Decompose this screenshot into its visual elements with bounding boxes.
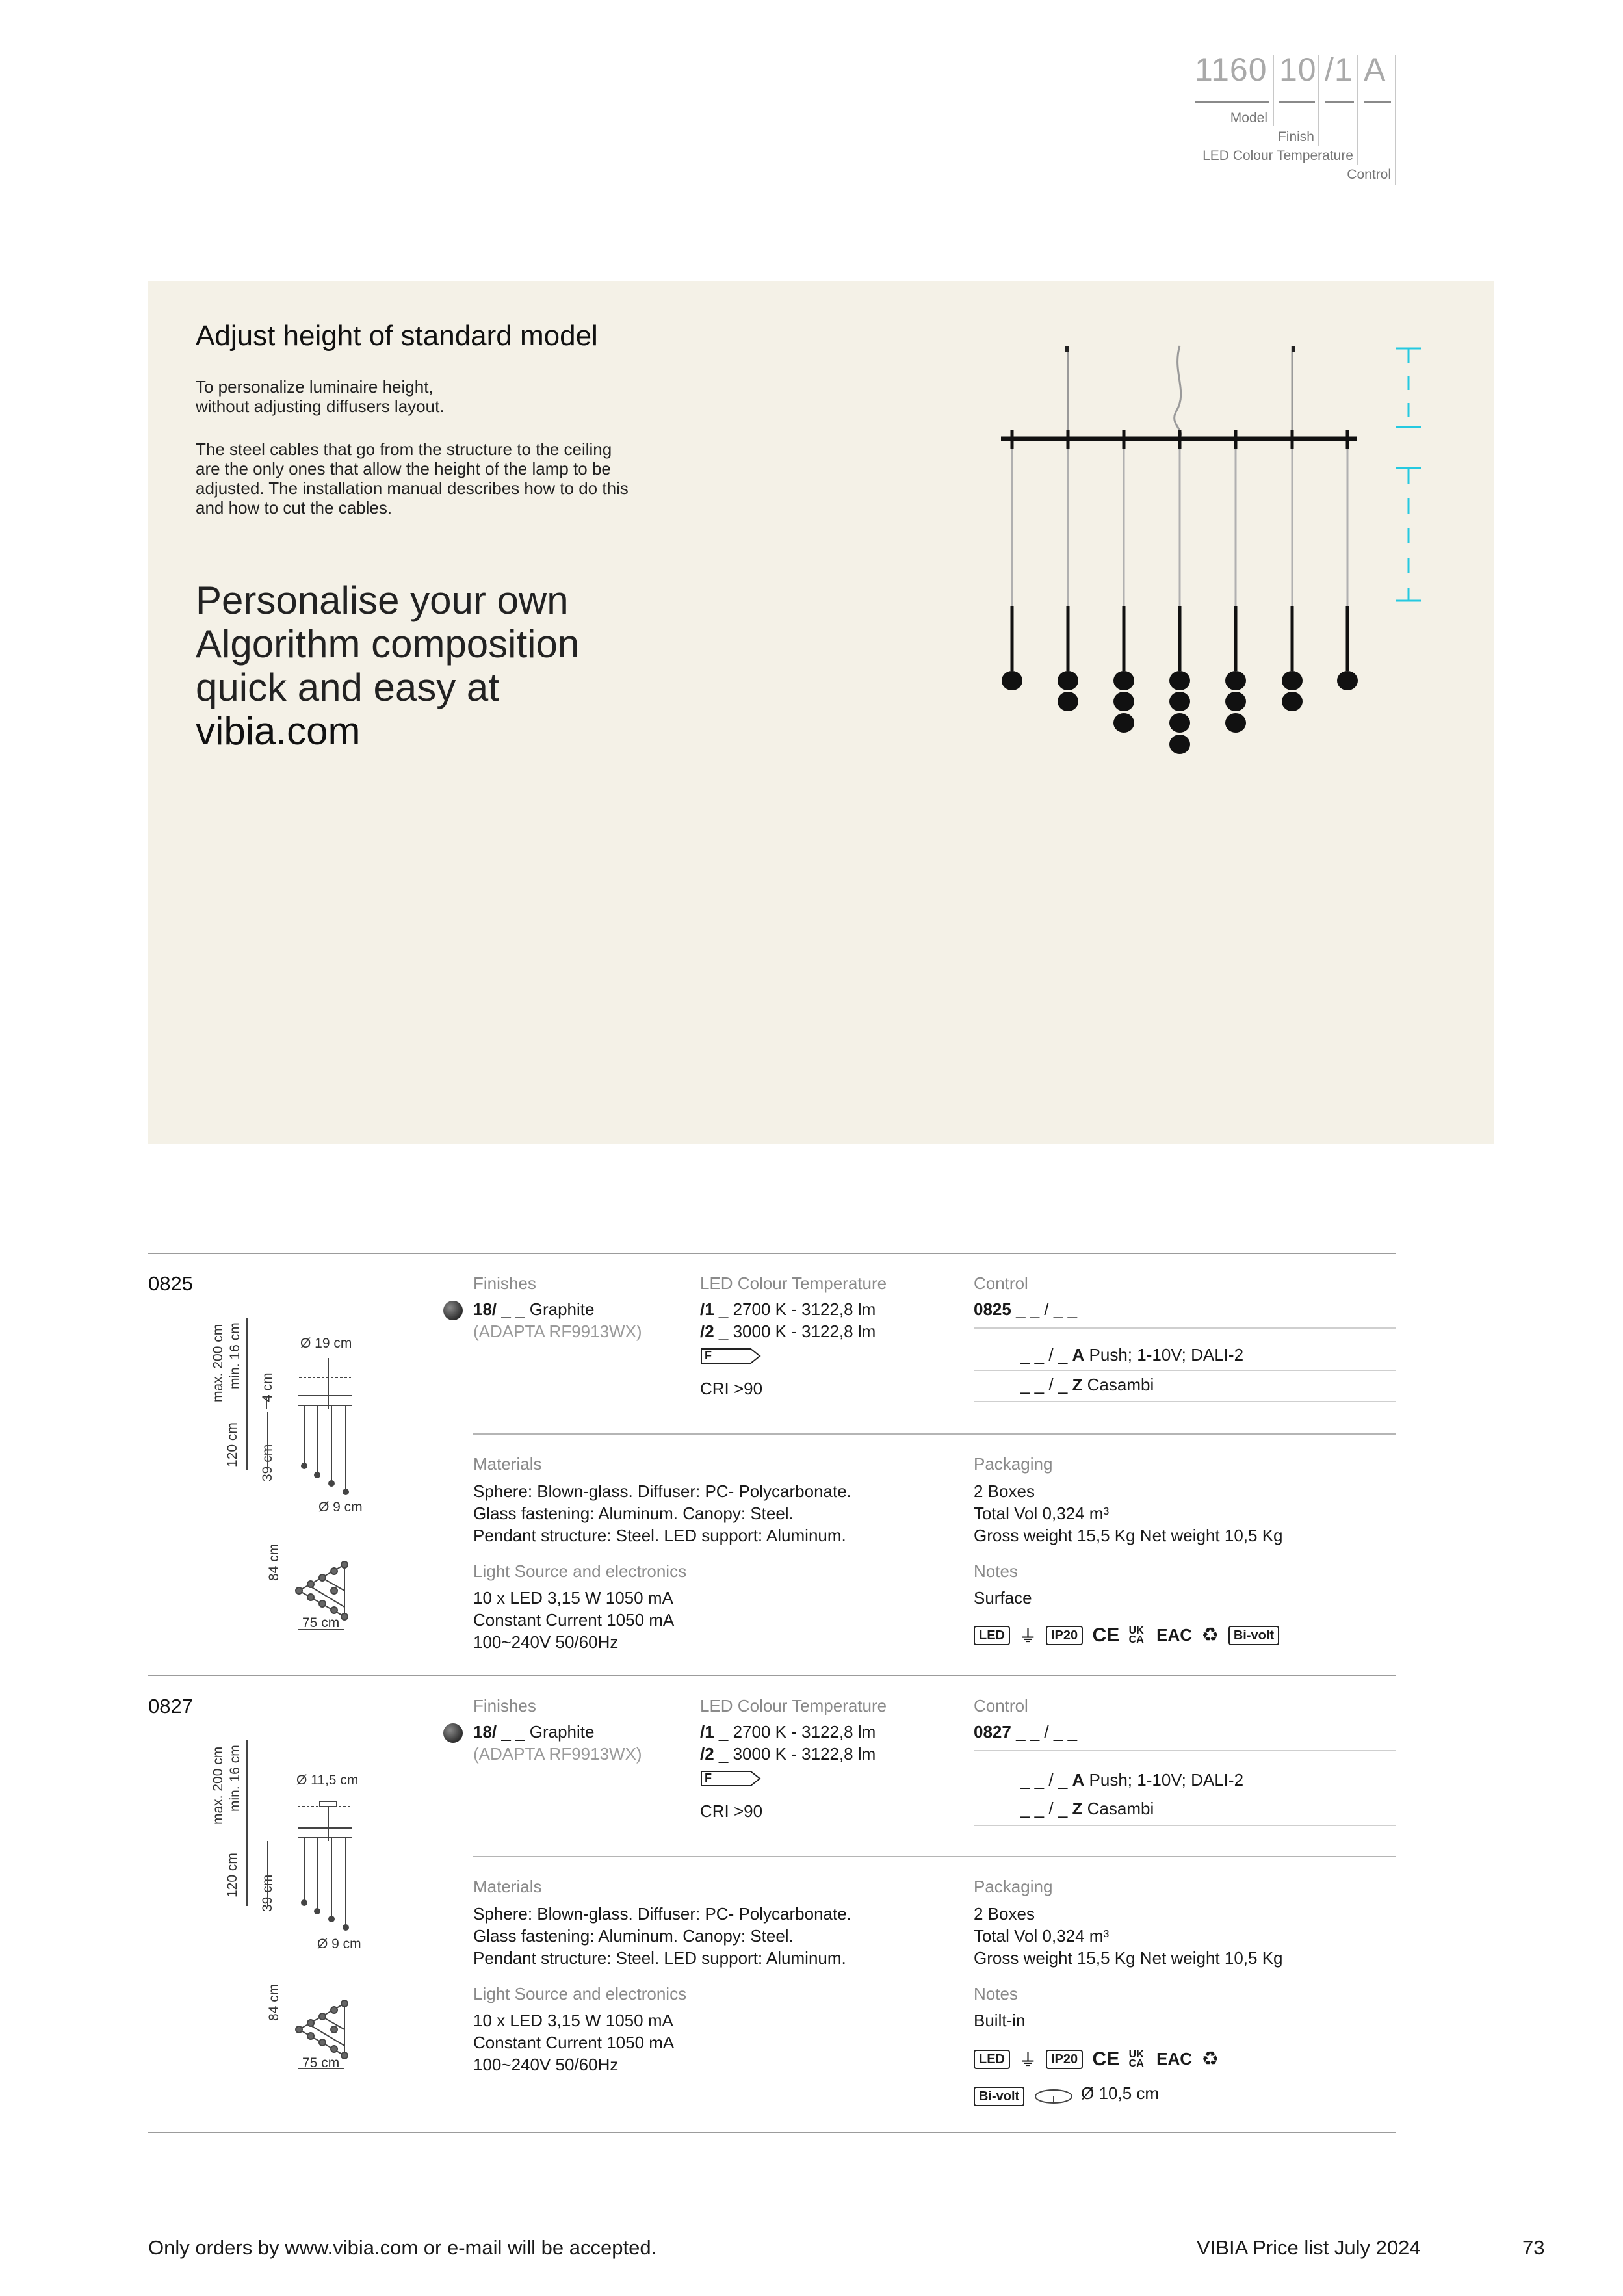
control-model: 0827 xyxy=(974,1722,1011,1742)
height-dimension-markers xyxy=(1396,348,1421,601)
packaging-line: 2 Boxes xyxy=(974,1481,1035,1501)
bivolt-badge: Bi-volt xyxy=(1228,1626,1279,1645)
dimension-drawing xyxy=(208,1305,377,1643)
led-code: /1 xyxy=(700,1299,714,1319)
finish-name: Graphite xyxy=(529,1299,595,1319)
section-rule xyxy=(148,2132,1396,2133)
notes-value: Surface xyxy=(974,1588,1032,1608)
led-badge: LED xyxy=(974,2050,1010,2069)
legend-underline xyxy=(1364,101,1391,103)
control-option-a xyxy=(1020,1769,1243,1791)
certification-badges xyxy=(974,1623,1286,1647)
led-code: /1 xyxy=(700,1722,714,1742)
led-option-2700 xyxy=(700,1298,876,1320)
led-option-2700 xyxy=(700,1721,876,1743)
bivolt-badge: Bi-volt xyxy=(974,2087,1024,2106)
materials-header: Materials xyxy=(473,1454,542,1474)
earth-class-icon: ⏚ xyxy=(1019,2050,1037,2070)
eac-mark-icon: EAC xyxy=(1156,2049,1193,2068)
material-line: Sphere: Blown-glass. Diffuser: PC- Polycarbonate. xyxy=(473,1904,851,1924)
control-rule xyxy=(974,1327,1396,1329)
lamp-side-view xyxy=(208,1305,377,1643)
canopy-diameter: Ø 10,5 cm xyxy=(1081,2083,1160,2103)
control-model: 0825 xyxy=(974,1299,1011,1319)
light-source-header: Light Source and electronics xyxy=(473,1984,687,2003)
dim-39cm: 39 cm xyxy=(260,1444,275,1481)
cri-value: CRI >90 xyxy=(700,1379,763,1398)
lamp-height-illustration xyxy=(148,281,1494,1144)
ce-mark-icon: CE xyxy=(1092,1624,1120,1646)
control-option-z xyxy=(1020,1797,1154,1820)
earth-class-icon: ⏚ xyxy=(1019,1626,1037,1646)
legend-underline xyxy=(1195,101,1269,103)
legend-label-control: Control xyxy=(1347,167,1391,182)
packaging-line: Total Vol 0,324 m³ xyxy=(974,1504,1110,1523)
control-letter: Z xyxy=(1072,1799,1083,1818)
light-line: Constant Current 1050 mA xyxy=(473,1610,675,1630)
model-number: 0827 xyxy=(148,1695,193,1717)
legend-code-led: /1 xyxy=(1325,51,1353,88)
led-code: /2 xyxy=(700,1322,714,1341)
finish-reference: (ADAPTA RF9913WX) xyxy=(473,1744,642,1764)
info-rule xyxy=(473,1433,1396,1435)
model-number: 0825 xyxy=(148,1272,193,1295)
dim-4cm: 4 cm xyxy=(260,1372,275,1402)
footer-order-note: Only orders by www.vibia.com or e-mail will be accepted. xyxy=(148,2236,657,2259)
legend-label-model: Model xyxy=(1230,111,1267,125)
finish-blank: _ _ xyxy=(497,1299,530,1319)
led-badge: LED xyxy=(974,1626,1010,1645)
legend-underline xyxy=(1279,101,1315,103)
control-code xyxy=(974,1298,1077,1320)
dim-84cm: 84 cm xyxy=(266,1983,281,2021)
packaging-line: Total Vol 0,324 m³ xyxy=(974,1926,1110,1946)
finish-option xyxy=(473,1298,594,1320)
material-line: Glass fastening: Aluminum. Canopy: Steel. xyxy=(473,1504,794,1523)
recycling-icon: ♻ xyxy=(1201,2048,1219,2070)
control-desc: Push; 1-10V; DALI-2 xyxy=(1089,1345,1244,1364)
light-line: 10 x LED 3,15 W 1050 mA xyxy=(473,1588,673,1608)
dim-39cm: 39 cm xyxy=(260,1874,275,1912)
finish-code: 18/ xyxy=(473,1722,497,1742)
control-option-z xyxy=(1020,1374,1154,1396)
dim-75cm: 75 cm xyxy=(302,2055,340,2070)
finish-name: Graphite xyxy=(529,1722,595,1742)
dim-diameter-top: Ø 19 cm xyxy=(300,1336,352,1351)
material-line: Sphere: Blown-glass. Diffuser: PC- Polycarbonate. xyxy=(473,1481,851,1501)
packaging-header: Packaging xyxy=(974,1877,1053,1896)
dim-max: max. 200 cm xyxy=(211,1746,226,1825)
cri-value: CRI >90 xyxy=(700,1801,763,1821)
legend-label-finish: Finish xyxy=(1277,129,1314,144)
code-legend xyxy=(1183,51,1397,187)
led-spec: _ 2700 K - 3122,8 lm xyxy=(714,1299,876,1319)
product-0825 xyxy=(0,1253,1623,1675)
material-line: Glass fastening: Aluminum. Canopy: Steel. xyxy=(473,1926,794,1946)
vibia-link[interactable]: vibia.com xyxy=(196,709,361,753)
materials-header: Materials xyxy=(473,1877,542,1896)
certification-badges xyxy=(974,2047,1225,2071)
light-line: Constant Current 1050 mA xyxy=(473,2033,675,2052)
graphite-swatch xyxy=(443,1723,463,1743)
finish-option xyxy=(473,1721,594,1743)
panel-body-line: are the only ones that allow the height of the lamp to be xyxy=(196,459,611,478)
led-spec: _ 3000 K - 3122,8 lm xyxy=(714,1744,876,1764)
finishes-header: Finishes xyxy=(473,1696,536,1715)
panel-intro-line: To personalize luminaire height, xyxy=(196,377,434,397)
panel-body-line: and how to cut the cables. xyxy=(196,498,393,517)
control-rule xyxy=(974,1370,1396,1371)
promo-line: Algorithm composition xyxy=(196,622,580,666)
legend-code-finish: 10 xyxy=(1279,51,1317,88)
ukca-mark-icon: UK CA xyxy=(1128,1624,1144,1645)
packaging-line: Gross weight 15,5 Kg Net weight 10,5 Kg xyxy=(974,1526,1283,1545)
control-rule xyxy=(974,1825,1396,1826)
height-adjust-panel xyxy=(148,281,1494,1144)
control-rule xyxy=(974,1401,1396,1402)
control-desc: Push; 1-10V; DALI-2 xyxy=(1089,1770,1244,1790)
dim-75cm: 75 cm xyxy=(302,1615,340,1630)
packaging-header: Packaging xyxy=(974,1454,1053,1474)
control-code xyxy=(974,1721,1077,1743)
panel-title: Adjust height of standard model xyxy=(196,320,598,352)
footer-pricelist: VIBIA Price list July 2024 xyxy=(1197,2236,1421,2259)
legend-underline xyxy=(1325,101,1354,103)
product-0827 xyxy=(0,1675,1623,2130)
led-temperature-header: LED Colour Temperature xyxy=(700,1696,887,1715)
control-letter: Z xyxy=(1072,1375,1083,1394)
energy-class-label: F xyxy=(705,1349,712,1362)
legend-divider xyxy=(1357,55,1358,165)
eac-mark-icon: EAC xyxy=(1156,1625,1193,1645)
control-rule xyxy=(974,1750,1396,1751)
dim-sphere-diameter: Ø 9 cm xyxy=(317,1937,361,1951)
control-suffix: _ _ / _ _ xyxy=(1011,1299,1078,1319)
legend-label-led: LED Colour Temperature xyxy=(1202,148,1353,163)
dim-max: max. 200 cm xyxy=(211,1324,226,1402)
finish-code: 18/ xyxy=(473,1299,497,1319)
dim-84cm: 84 cm xyxy=(266,1543,281,1581)
graphite-swatch xyxy=(443,1301,463,1320)
finish-reference: (ADAPTA RF9913WX) xyxy=(473,1322,642,1341)
control-header: Control xyxy=(974,1696,1028,1715)
led-option-3000 xyxy=(700,1743,876,1765)
bivolt-row xyxy=(974,2082,1159,2106)
page-number: 73 xyxy=(1522,2236,1545,2259)
panel-body-line: The steel cables that go from the structure to the ceiling xyxy=(196,439,612,459)
material-line: Pendant structure: Steel. LED support: Aluminum. xyxy=(473,1948,846,1968)
ip-rating-badge: IP20 xyxy=(1046,1626,1083,1645)
control-prefix: _ _ / _ xyxy=(1020,1345,1068,1364)
legend-code-model: 1160 xyxy=(1195,51,1267,88)
light-source-header: Light Source and electronics xyxy=(473,1561,687,1581)
notes-header: Notes xyxy=(974,1984,1018,2003)
legend-divider xyxy=(1273,55,1274,126)
dim-diameter-top: Ø 11,5 cm xyxy=(296,1773,359,1788)
legend-divider xyxy=(1318,55,1319,146)
legend-divider xyxy=(1395,55,1396,185)
lamp-side-view xyxy=(208,1727,377,2078)
dimension-drawing xyxy=(208,1727,377,2078)
packaging-line: Gross weight 15,5 Kg Net weight 10,5 Kg xyxy=(974,1948,1283,1968)
led-temperature-header: LED Colour Temperature xyxy=(700,1273,887,1293)
control-option-a xyxy=(1020,1344,1243,1366)
panel-body-line: adjusted. The installation manual describes how to do this xyxy=(196,478,629,498)
led-option-3000 xyxy=(700,1320,876,1342)
control-prefix: _ _ / _ xyxy=(1020,1799,1068,1818)
led-spec: _ 2700 K - 3122,8 lm xyxy=(714,1722,876,1742)
control-desc: Casambi xyxy=(1087,1799,1154,1818)
dim-sphere-diameter: Ø 9 cm xyxy=(318,1500,363,1515)
light-line: 10 x LED 3,15 W 1050 mA xyxy=(473,2011,673,2030)
control-letter: A xyxy=(1072,1345,1085,1364)
packaging-line: 2 Boxes xyxy=(974,1904,1035,1924)
control-desc: Casambi xyxy=(1087,1375,1154,1394)
ce-mark-icon: CE xyxy=(1092,2048,1120,2070)
light-line: 100~240V 50/60Hz xyxy=(473,1632,619,1652)
control-letter: A xyxy=(1072,1770,1085,1790)
control-prefix: _ _ / _ xyxy=(1020,1770,1068,1790)
dim-120cm: 120 cm xyxy=(225,1853,240,1898)
dim-min: min. 16 cm xyxy=(227,1322,242,1389)
ukca-mark-icon: UK CA xyxy=(1128,2048,1144,2069)
led-spec: _ 3000 K - 3122,8 lm xyxy=(714,1322,876,1341)
promo-line: Personalise your own xyxy=(196,579,569,622)
energy-class-label: F xyxy=(705,1771,712,1784)
promo-line: quick and easy at xyxy=(196,666,499,709)
ceiling-cables xyxy=(1068,346,1292,437)
dim-min: min. 16 cm xyxy=(227,1745,242,1812)
ip-rating-badge: IP20 xyxy=(1046,2050,1083,2069)
control-suffix: _ _ / _ _ xyxy=(1011,1722,1078,1742)
recycling-icon: ♻ xyxy=(1201,1624,1219,1646)
glass-spheres xyxy=(1002,671,1358,754)
panel-intro-line: without adjusting diffusers layout. xyxy=(196,397,445,416)
light-line: 100~240V 50/60Hz xyxy=(473,2055,619,2074)
finish-blank: _ _ xyxy=(497,1722,530,1742)
control-prefix: _ _ / _ xyxy=(1020,1375,1068,1394)
info-rule xyxy=(473,1856,1396,1857)
notes-header: Notes xyxy=(974,1561,1018,1581)
material-line: Pendant structure: Steel. LED support: Aluminum. xyxy=(473,1526,846,1545)
led-code: /2 xyxy=(700,1744,714,1764)
legend-code-control: A xyxy=(1364,51,1386,88)
dim-120cm: 120 cm xyxy=(225,1422,240,1467)
notes-value: Built-in xyxy=(974,2011,1026,2030)
control-header: Control xyxy=(974,1273,1028,1293)
finishes-header: Finishes xyxy=(473,1273,536,1293)
canopy-hole-icon xyxy=(1034,2088,1073,2105)
